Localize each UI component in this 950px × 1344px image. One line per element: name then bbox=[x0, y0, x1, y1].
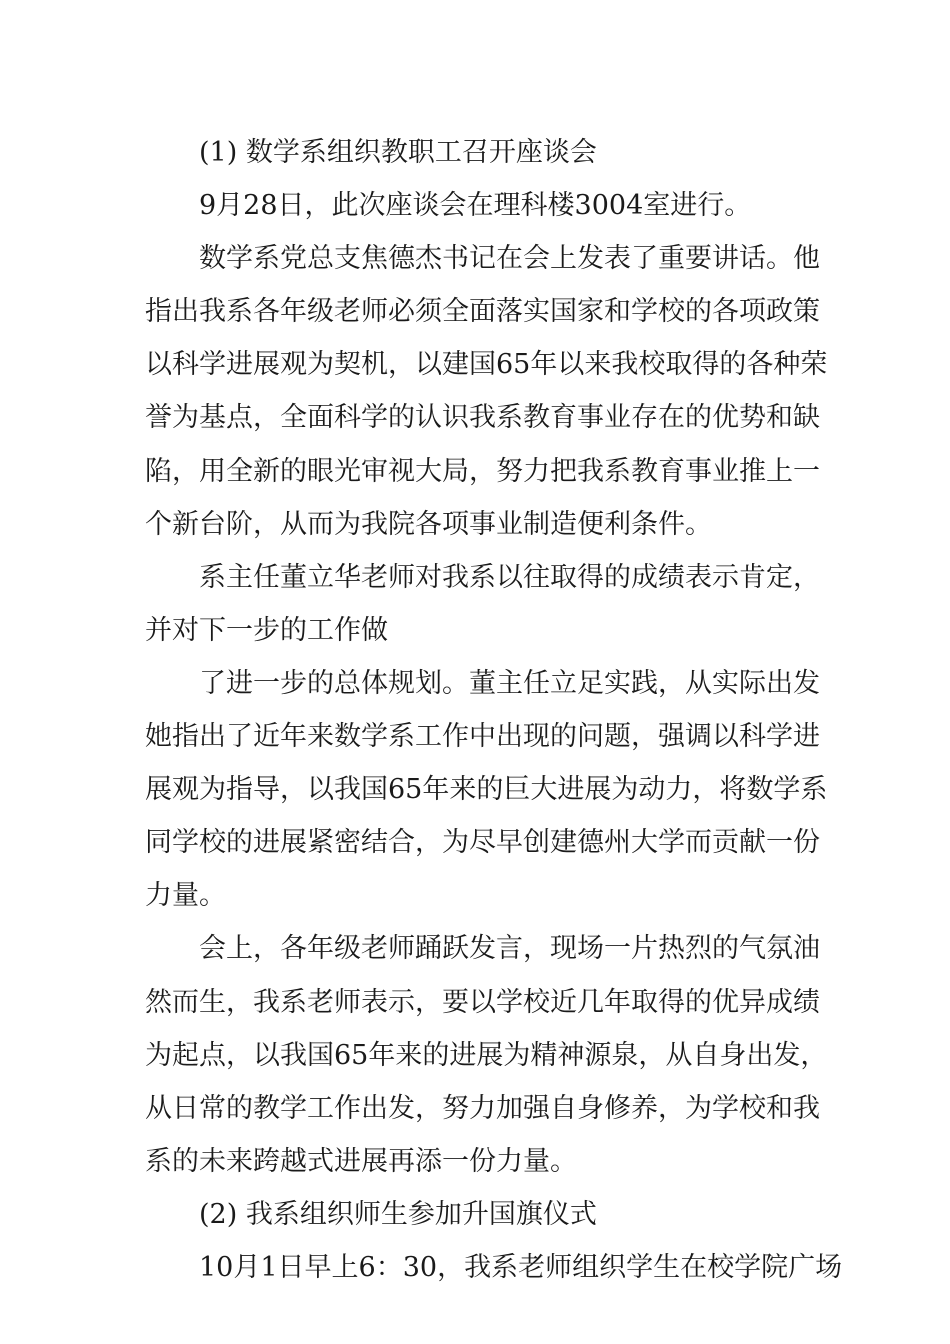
paragraph-line: 9月28日，此次座谈会在理科楼3004室进行。 bbox=[199, 190, 752, 222]
section-heading-2: (2) 我系组织师生参加升国旗仪式 bbox=[199, 1198, 597, 1230]
paragraph-line: 10月1日早上6：30，我系老师组织学生在校学院广场 bbox=[199, 1251, 843, 1283]
paragraph-line: 然而生，我系老师表示，要以学校近几年取得的优异成绩 bbox=[145, 986, 820, 1018]
paragraph-line: 以科学进展观为契机，以建国65年以来我校取得的各种荣 bbox=[145, 349, 828, 381]
paragraph-line: 展观为指导，以我国65年来的巨大进展为动力，将数学系 bbox=[145, 774, 828, 806]
paragraph-line: 从日常的教学工作出发，努力加强自身修养，为学校和我 bbox=[145, 1092, 820, 1124]
paragraph-line: 力量。 bbox=[145, 880, 226, 912]
paragraph-line: 了进一步的总体规划。董主任立足实践，从实际出发 bbox=[199, 667, 820, 699]
paragraph-line: 为起点，以我国65年来的进展为精神源泉，从自身出发， bbox=[145, 1039, 828, 1071]
paragraph-line: 数学系党总支焦德杰书记在会上发表了重要讲话。他 bbox=[199, 243, 820, 275]
document-body bbox=[145, 126, 843, 1294]
paragraph-line: 个新台阶，从而为我院各项事业制造便利条件。 bbox=[145, 508, 712, 540]
paragraph-line: 陷，用全新的眼光审视大局，努力把我系教育事业推上一 bbox=[145, 455, 820, 487]
paragraph-line: 她指出了近年来数学系工作中出现的问题，强调以科学进 bbox=[145, 721, 820, 753]
paragraph-line: 系的未来跨越式进展再添一份力量。 bbox=[145, 1145, 577, 1177]
paragraph-line: 并对下一步的工作做 bbox=[145, 614, 388, 646]
paragraph-line: 同学校的进展紧密结合，为尽早创建德州大学而贡献一份 bbox=[145, 827, 820, 859]
paragraph-line: 誉为基点，全面科学的认识我系教育事业存在的优势和缺 bbox=[145, 402, 820, 434]
section-heading-1: (1) 数学系组织教职工召开座谈会 bbox=[199, 137, 597, 168]
paragraph-line: 会上，各年级老师踊跃发言，现场一片热烈的气氛油 bbox=[199, 933, 820, 965]
paragraph-line: 指出我系各年级老师必须全面落实国家和学校的各项政策 bbox=[145, 296, 820, 328]
paragraph-line: 系主任董立华老师对我系以往取得的成绩表示肯定， bbox=[199, 561, 820, 593]
